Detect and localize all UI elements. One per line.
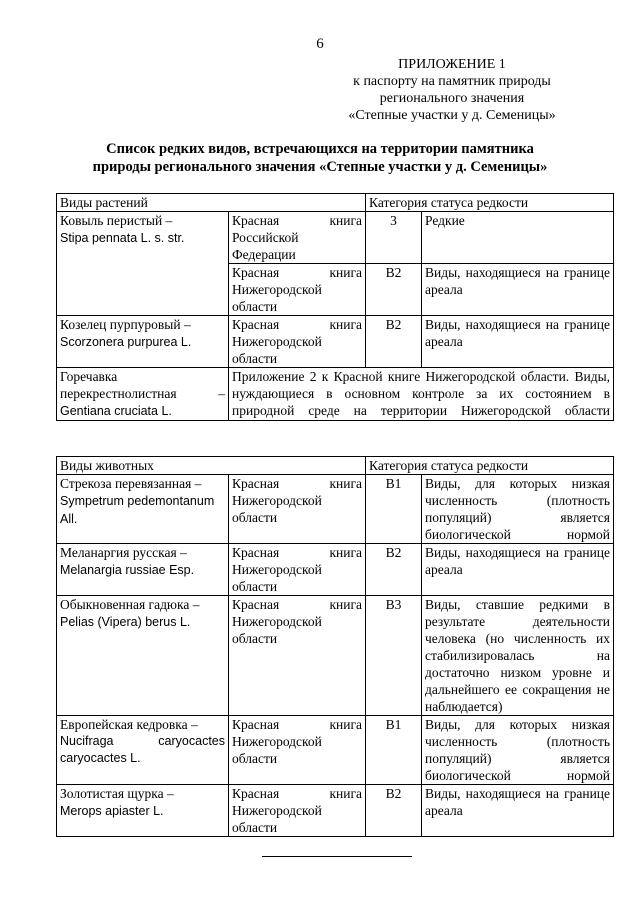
species-name-ru: Ковыль перистый – xyxy=(60,213,173,228)
species-cell xyxy=(57,212,229,316)
species-name-latin: Gentiana cruciata L. xyxy=(60,404,172,418)
species-cell xyxy=(57,544,229,596)
species-name-ru: Европейская кедровка – xyxy=(60,717,198,732)
species-cell xyxy=(57,785,229,837)
red-book-cell: Красная книга Нижегородской области xyxy=(229,475,366,544)
species-cell xyxy=(57,716,229,785)
species-name-latin: Merops apiaster L. xyxy=(60,804,164,818)
red-book-cell: Красная книга Нижегородской области xyxy=(229,785,366,837)
category-code: В2 xyxy=(366,544,422,596)
table-row xyxy=(57,475,614,544)
species-name-ru: Козелец пурпуровый – xyxy=(60,317,191,332)
table-row xyxy=(57,212,614,264)
category-code: В3 xyxy=(366,596,422,716)
species-cell xyxy=(57,316,229,368)
red-book-cell: Красная книга Нижегородской области xyxy=(229,544,366,596)
red-book-cell: Красная книга Нижегородской области xyxy=(229,316,366,368)
category-description: Виды, для которых низкая численность (плотность популяций) является биологической нормой xyxy=(422,475,614,544)
red-book-cell: Красная книга Нижегородской области xyxy=(229,716,366,785)
appendix-note-cell: Приложение 2 к Красной книге Нижегородской области. Виды, нуждающиеся в основном контроле за их состоянием в природной среде на территории Нижегородской области xyxy=(229,368,614,421)
category-code: В1 xyxy=(366,475,422,544)
species-name-latin: Scorzonera purpurea L. xyxy=(60,335,192,349)
appendix-line-3: регионального значения xyxy=(379,91,525,106)
animals-table xyxy=(56,456,614,837)
appendix-header xyxy=(322,56,582,124)
category-description: Виды, для которых низкая численность (плотность популяций) является биологической нормой xyxy=(422,716,614,785)
category-description: Редкие xyxy=(422,212,614,264)
title-line-2: природы регионального значения «Степные участки у д. Семеницы» xyxy=(92,159,548,175)
category-code: В2 xyxy=(366,785,422,837)
table-row xyxy=(57,368,614,421)
plants-header-species: Виды растений xyxy=(57,194,366,212)
species-name-latin: Sympetrum pedemontanum All. xyxy=(60,494,215,526)
category-description: Виды, находящиеся на границе ареала xyxy=(422,316,614,368)
red-book-cell: Красная книга Нижегородской области xyxy=(229,264,366,316)
category-code: В1 xyxy=(366,716,422,785)
species-name-latin: Pelias (Vipera) berus L. xyxy=(60,615,191,629)
species-name-ru: Меланаргия русская – xyxy=(60,545,187,560)
species-name-latin: Melanargia russiae Esp. xyxy=(60,563,195,577)
category-code: В2 xyxy=(366,264,422,316)
category-description: Виды, ставшие редкими в результате деятельности человека (но численность их стабилизировалась на достаточно низком уровне и дальнейшего ее сокращения не наблюдается) xyxy=(422,596,614,716)
table-row xyxy=(57,544,614,596)
footer-divider xyxy=(262,856,412,857)
table-row xyxy=(57,316,614,368)
plants-table xyxy=(56,193,614,421)
species-cell xyxy=(57,596,229,716)
appendix-line-2: к паспорту на памятник природы xyxy=(353,74,551,89)
table-row xyxy=(57,716,614,785)
animals-header-species: Виды животных xyxy=(57,457,366,475)
species-name-latin: Stipa pennata L. s. str. xyxy=(60,231,185,245)
category-description: Виды, находящиеся на границе ареала xyxy=(422,264,614,316)
category-description: Виды, находящиеся на границе ареала xyxy=(422,785,614,837)
category-code: 3 xyxy=(366,212,422,264)
table-row xyxy=(57,596,614,716)
page-number: 6 xyxy=(316,36,324,52)
red-book-cell: Красная книга Нижегородской области xyxy=(229,596,366,716)
species-name-ru: Горечавка перекрестнолистная – xyxy=(60,369,225,401)
document-title xyxy=(40,140,600,176)
animals-header-category: Категория статуса редкости xyxy=(366,457,614,475)
table-header-row xyxy=(57,194,614,212)
red-book-cell: Красная книга Российской Федерации xyxy=(229,212,366,264)
appendix-line-1: ПРИЛОЖЕНИЕ 1 xyxy=(398,57,506,72)
title-line-1: Список редких видов, встречающихся на территории памятника xyxy=(106,141,534,157)
category-code: В2 xyxy=(366,316,422,368)
category-description: Виды, находящиеся на границе ареала xyxy=(422,544,614,596)
table-row xyxy=(57,785,614,837)
species-cell xyxy=(57,368,229,421)
plants-header-category: Категория статуса редкости xyxy=(366,194,614,212)
table-header-row xyxy=(57,457,614,475)
species-name-ru: Обыкновенная гадюка – xyxy=(60,597,200,612)
appendix-line-4: «Степные участки у д. Семеницы» xyxy=(348,108,556,123)
species-name-ru: Стрекоза перевязанная – xyxy=(60,476,202,491)
species-name-latin: Nucifraga caryocactes caryocactes L. xyxy=(60,734,225,765)
species-name-ru: Золотистая щурка – xyxy=(60,786,174,801)
species-cell xyxy=(57,475,229,544)
